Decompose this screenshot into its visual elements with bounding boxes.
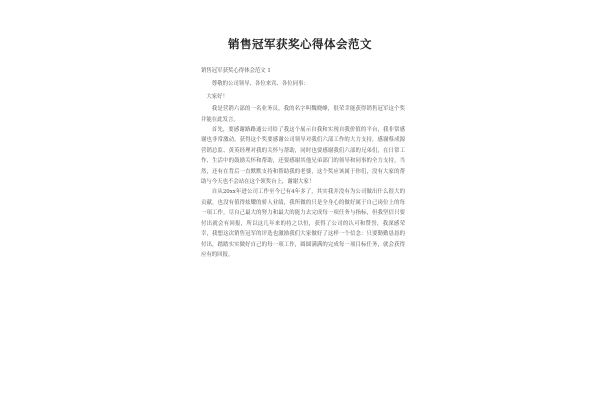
paragraph: 我是营销六部的一名业务员，我的名字叫魏晓峰，很荣幸能获得销售冠军这个奖并能在此发言。 <box>201 106 405 123</box>
document-subtitle: 销售冠军获奖心得体会范文 1 <box>201 68 271 74</box>
document-title: 销售冠军获奖心得体会范文 <box>228 37 372 51</box>
paragraph: 自从20xx年进公司工作至今已有4年多了，其实我并没有为公司做出什么很大的贡献，也没有值得炫耀的骄人业绩，我所做的只是全身心的做好属于自己岗位上的每一项工作，尽自己最大的努力和最大的能力去完成每一项任务与指标，但我坚信只要付出就会有回报，所以这几年来的持之以恒，获得了公司的认可和赞誉，我深感荣幸，我想这次销售冠军的评选也激励我们大家做好了这样一个信念：只要勤勤恳恳的付出，踏踏实实做好自己的每一项工作，圆圆满满的完成每一项目标任务，就会获得应有的回报。 <box>201 189 405 258</box>
greeting: 大家好！ <box>206 93 228 100</box>
paragraph: 首先，要感谢路路通公司给了我这个展示自我和实现自我价值的平台，我非常感谢也非常激动，获得这个奖要感谢公司领导对我们六部工作的大力支持，感谢蔡成源营销总监、黄英经理对我的关怀与帮助，同时也要感谢我们六部的兄弟们，在日常工作、生活中的鼓励关怀和帮助，还要感谢其他兄弟部门的领导和同事的全力支持，当然，还有在背后一直默默支持和帮助我的老婆，这个奖应该属于你们，没有大家的帮助与今天也不会站在这个领奖台上，谢谢大家！ <box>201 127 405 186</box>
document-body <box>201 66 405 260</box>
salutation: 尊敬的公司领导、各位来宾、各位同事： <box>211 81 309 88</box>
